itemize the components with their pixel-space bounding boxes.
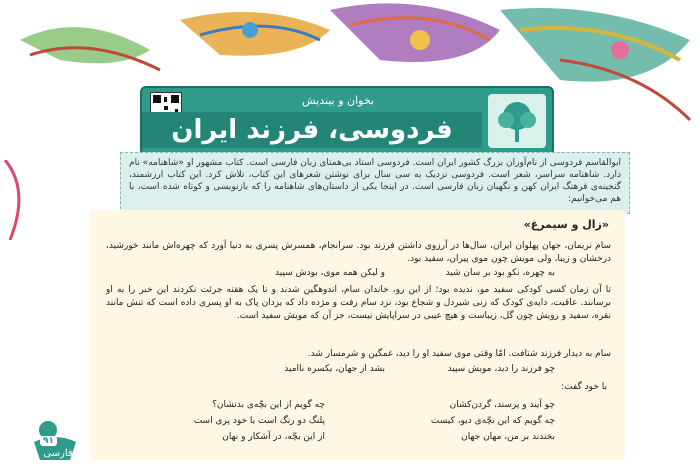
story-paragraph-3: سام به دیدار فرزند شتافت. امّا وقتی موی سفید او را دید، غمگین و شرمسار شد. bbox=[307, 349, 611, 359]
couplet-right: چو آیند و پرسند، گردن‌کشان bbox=[449, 400, 555, 410]
page-number: ۹۱ bbox=[40, 436, 57, 446]
story-paragraph-2: تا آن زمان کسی کودکی سفید مو، ندیده بود؛ از این رو، خاندان سام، اندوهگین شدند و تا یک هفته جرئت نکردند این خبر را به او برسانند. عاقبت، دایه‌ی کودک که زنی شیردل و شجاع بود، نزد سام رفت و مژده داد که یزدان پاک به او پسری داده است که تنش مانند نقره، سفید و رویش چون گل، زیباست و هیچ عیبی در سراپایش نیست، جز آن که مویش سفید است. bbox=[106, 285, 611, 321]
intro-line: با خود گفت: bbox=[561, 382, 607, 392]
lesson-header bbox=[140, 86, 554, 156]
couplet-left: از این بچّه، در آشکار و نهان bbox=[222, 432, 325, 442]
section-subtitle: بخوان و بیندیش bbox=[302, 94, 374, 107]
verse-1-right: به چهره، نکو بود بر سان شید bbox=[445, 268, 555, 278]
verse-1-left: و لیکن همه موی، بودش سپید bbox=[275, 268, 385, 278]
couplet-left: پلنگ دو رنگ است یا خود پری است bbox=[193, 416, 325, 426]
tree-icon bbox=[488, 94, 546, 148]
couplet-left: چه گویم از این بچّه‌ی بدنشان؟ bbox=[212, 400, 325, 410]
verse-2-right: چو فرزند را دید، مویش سپید bbox=[447, 364, 555, 374]
book-logo bbox=[30, 418, 80, 462]
verse-2-left: بشد از جهان، یکسره ناامید bbox=[284, 364, 385, 374]
intro-text: ابوالقاسم فردوسی از نام‌آوران بزرگ کشور ایران است. فردوسی استاد بی‌همتای زبان فارسی است. کتاب مشهور او «شاهنامه» نام دارد. شاهنامه سراسر، شعر است. فردوسی نزدیک به سی سال برای نوشتن شعرهای این کتاب، تلاش کرد. این کتاب ارزشمند، گنجینه‌ی فرهنگ ایران کهن و نگهبان زبان فارسی است. در اینجا یکی از داستان‌های شاهنامه را که بازنویسی و کوتاه شده است، با هم می‌خوانیم: bbox=[120, 152, 630, 214]
couplet-right: چه گویم که این بچّه‌ی دیو، کیست bbox=[430, 416, 555, 426]
story-box bbox=[90, 210, 625, 460]
page-title: فردوسی، فرزند ایران bbox=[142, 112, 482, 148]
leaf-decoration-icon bbox=[0, 160, 40, 240]
story-paragraph-1: سام نریمان، جهان پهلوان ایران، سال‌ها در آرزوی داشتن فرزند بود. سرانجام، همسرش پسری به دنیا آورد که چهره‌اش مانند خورشید، درخشان و زیبا، ولی مویش چون موی پیران، سفید بود. bbox=[106, 241, 611, 264]
story-heading: «زال و سیمرغ» bbox=[523, 218, 609, 231]
logo-text: فارسی bbox=[43, 448, 73, 459]
couplet-right: بخندند بر من، مهان جهان bbox=[461, 432, 555, 442]
